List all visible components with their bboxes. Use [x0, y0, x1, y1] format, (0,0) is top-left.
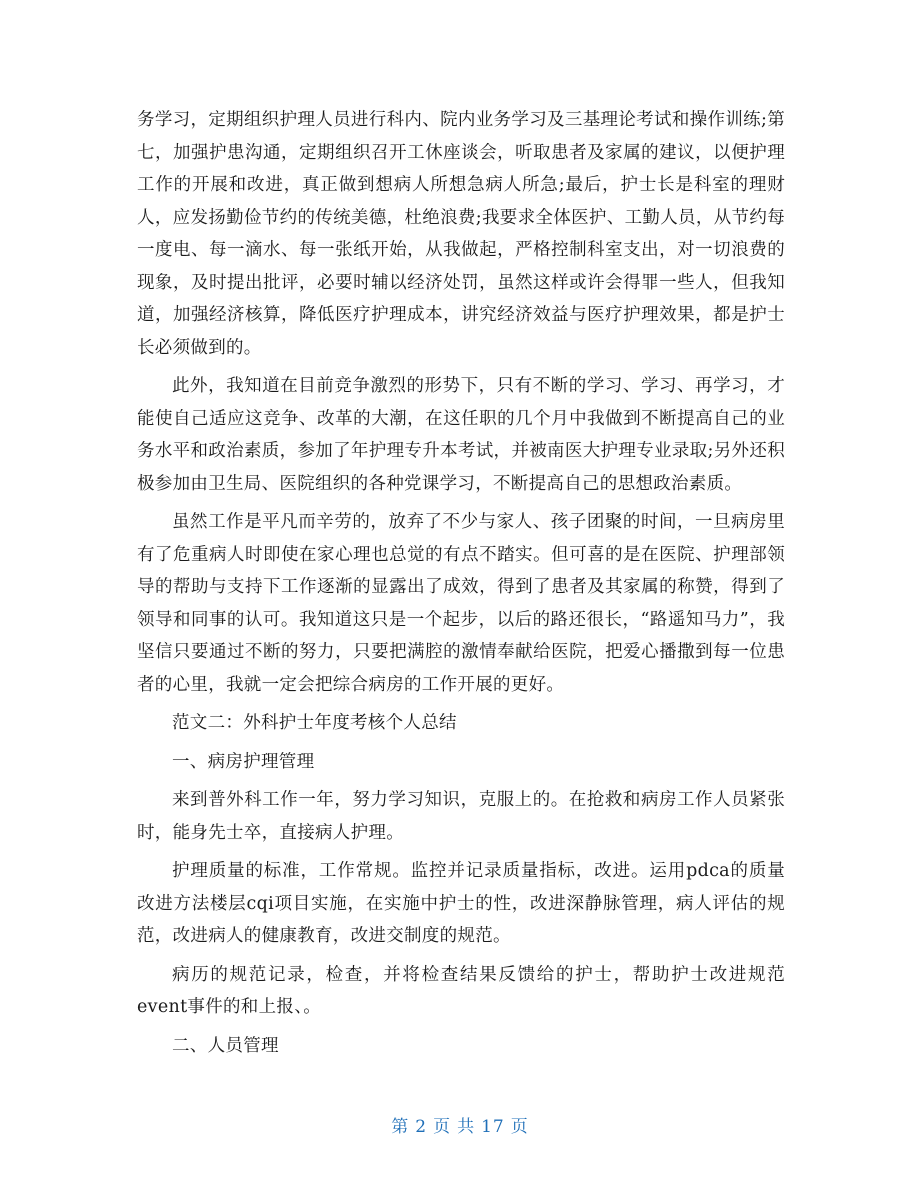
body-paragraph-continued: 务学习，定期组织护理人员进行科内、院内业务学习及三基理论考试和操作训练;第七，加强护患沟通，定期组织召开工休座谈会，听取患者及家属的建议，以便护理工作的开展和改进，真正做到想病人所想急病人所急;最后，护士长是科室的理财人，应发扬勤俭节约的传统美德，杜绝浪费;我要求全体医护、工勤人员，从节约每一度电、每一滴水、每一张纸开始，从我做起，严格控制科室支出，对一切浪费的现象，及时提出批评，必要时辅以经济处罚，虽然这样或许会得罪一些人，但我知道，加强经济核算，降低医疗护理成本，讲究经济效益与医疗护理效果，都是护士长必须做到的。	[137, 110, 785, 358]
body-paragraph: 来到普外科工作一年，努力学习知识，克服上的。在抢救和病房工作人员紧张时，能身先士卒，直接病人护理。	[137, 790, 785, 843]
section-heading: 二、人员管理	[172, 1035, 279, 1056]
footer-current-page: 2	[415, 1117, 428, 1137]
body-paragraph: 病历的规范记录，检查，并将检查结果反馈给的护士，帮助护士改进规范event事件的和上报、。	[137, 964, 785, 1017]
body-paragraph: 虽然工作是平凡而辛劳的，放弃了不少与家人、孩子团聚的时间，一旦病房里有了危重病人时即使在家心理也总觉的有点不踏实。但可喜的是在医院、护理部领导的帮助与支持下工作逐渐的显露出了成效，得到了患者及其家属的称赞，得到了领导和同事的认可。我知道这只是一个起步，以后的路还很长，“路遥知马力”，我坚信只要通过不断的努力，只要把满腔的激情奉献给医院，把爱心播撒到每一位患者的心里，我就一定会把综合病房的工作开展的更好。	[137, 512, 785, 695]
body-paragraph: 此外，我知道在目前竞争激烈的形势下，只有不断的学习、学习、再学习，才能使自己适应这竞争、改革的大潮，在这任职的几个月中我做到不断提高自己的业务水平和政治素质，参加了年护理专升本考试，并被南医大护理专业录取;另外还积极参加由卫生局、医院组织的各种党课学习，不断提高自己的思想政治素质。	[137, 376, 785, 494]
document-body	[137, 104, 785, 1062]
section-heading: 一、病房护理管理	[172, 751, 315, 772]
footer-page-word: 页	[433, 1117, 452, 1137]
section-title: 范文二：外科护士年度考核个人总结	[172, 713, 457, 733]
footer-total-word: 共	[457, 1117, 476, 1137]
footer-total-pages: 17	[481, 1117, 505, 1137]
page-footer	[0, 1112, 920, 1137]
footer-suffix: 页	[510, 1117, 529, 1137]
footer-prefix: 第	[391, 1117, 410, 1137]
body-paragraph: 护理质量的标准，工作常规。监控并记录质量指标，改进。运用pdca的质量改进方法楼层cqi项目实施，在实施中护士的性，改进深静脉管理，病人评估的规范，改进病人的健康教育，改进交制度的规范。	[137, 861, 785, 946]
